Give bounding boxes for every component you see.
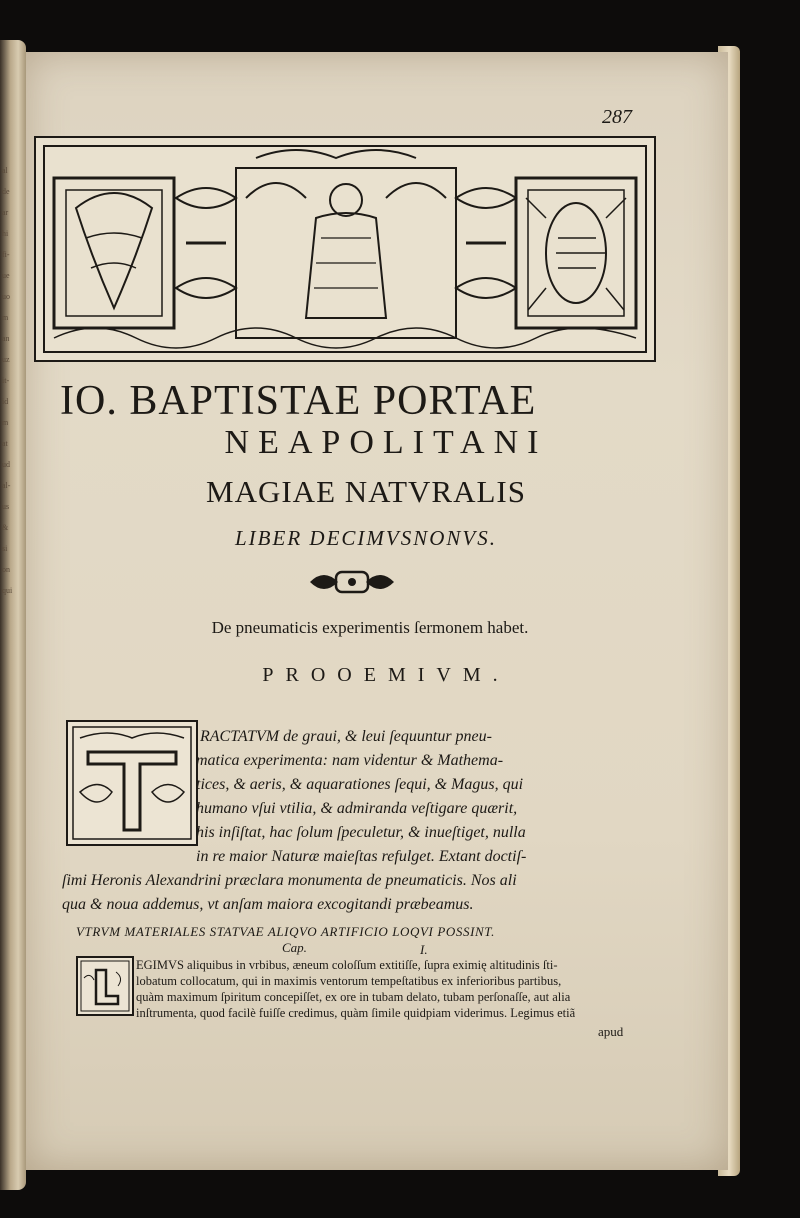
proemium-line-6: in re maior Naturæ maieſtas refulget. Extant doctiſ- [196,848,527,865]
book-title-line-2: NEAPOLITANI [224,424,548,461]
chapter-line-3: quàm maximum ſpiritum concepiſſet, ex ore in tubam delato, tubam perſonaſſe, aut alia [136,990,571,1004]
chapter-line-1: EGIMVS aliquibus in vrbibus, æneum coloſſum extitiſſe, ſupra eximię altitudinis ſti- [136,958,558,972]
book-title-line-3: MAGIAE NATVRALIS [206,474,526,509]
chapter-line-2: lobatum collocatum, qui in maximis ventorum tempeſtatibus ex inferioribus partibus, [136,974,562,988]
proemium-line-3: tices, & aeris, & aquarationes ſequi, & Magus, qui [196,776,524,793]
chapter-line-4: inſtrumenta, quod facilè fuiſſe credimus, quàm ſimile quidpiam viderimus. Legimus etiã [136,1006,576,1020]
proemium-line-7: ſimi Heronis Alexandrini præclara monumenta de pneumaticis. Nos ali [62,872,517,889]
woodcut-headpiece [34,136,656,362]
catchword: apud [598,1024,624,1039]
chapter-cap-label: Cap. [282,940,307,955]
decorated-initial-t [66,720,198,846]
left-page-edge-text: al de ar hi fi- ue uo m an uz it- id m at ud al- us & si on qui [2,166,13,595]
proemium-line-8: qua & noua addemus, vt anſam maiora excogitandi præbeamus. [62,896,474,913]
proemium-line-4: humano vſui vtilia, & admiranda veſtigare quærit, [196,800,518,817]
proemium-line-5: his inſiſtat, hac ſolum ſpeculetur, & inueſtiget, nulla [196,824,526,841]
book-title-line-1: IO. BAPTISTAE PORTAE [60,378,537,424]
book-page [26,52,728,1170]
book-title-line-4: LIBER DECIMVSNONVS. [235,526,497,550]
chapter-cap-number: I. [420,942,428,957]
proemium-line-2: matica experimenta: nam videntur & Mathema- [196,752,504,769]
fleuron-ornament [304,564,400,600]
left-page-edge [0,40,26,1190]
book-summary: De pneumaticis experimentis ſermonem habet. [211,618,529,637]
decorated-initial-l [76,956,134,1016]
proemium-heading: PROOEMIVM. [262,664,510,686]
proemium-line-1: RACTATVM de graui, & leui ſequuntur pneu- [200,728,492,745]
chapter-title: VTRVM MATERIALES STATVAE ALIQVO ARTIFICIO LOQVI POSSINT. [76,924,495,939]
page-number: 287 [602,106,632,128]
